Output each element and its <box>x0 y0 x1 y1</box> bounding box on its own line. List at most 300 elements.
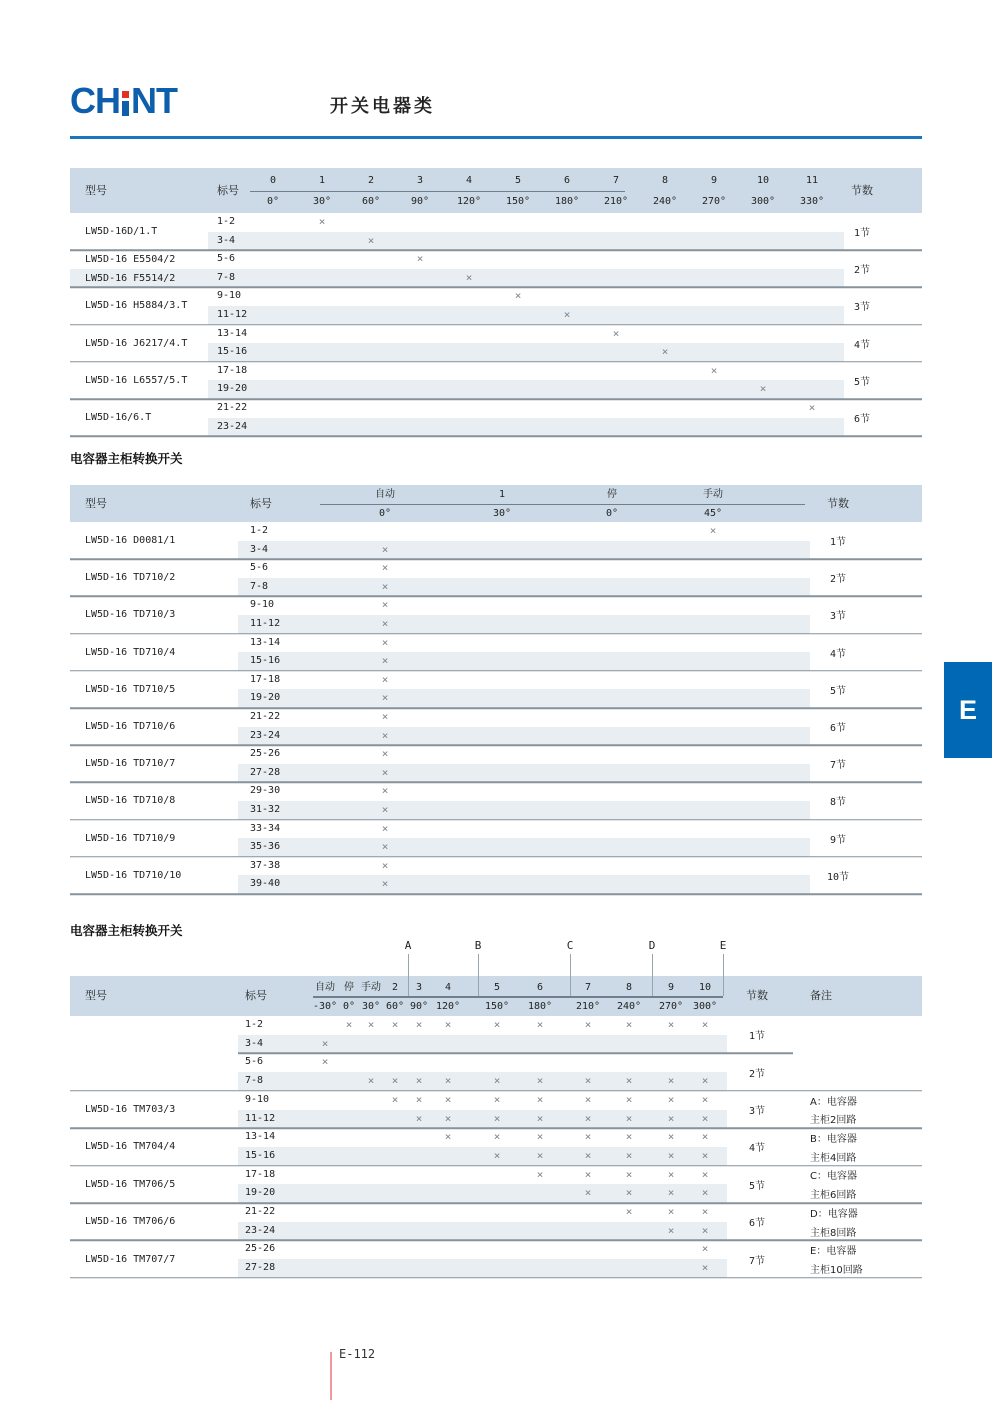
contact-mark: × <box>625 1148 633 1162</box>
row-stripe <box>208 343 844 362</box>
group-separator <box>70 1277 922 1279</box>
table-row <box>70 399 922 418</box>
contact-mark: × <box>701 1148 709 1162</box>
table-row <box>70 325 922 344</box>
column-header-position: 6 <box>536 982 544 993</box>
column-header-angle: -30° <box>312 1001 338 1012</box>
column-header-angle: 120° <box>456 196 482 207</box>
contact-mark: × <box>381 765 389 779</box>
sections-cell: 1节 <box>853 228 871 240</box>
terminal-label: 11-12 <box>250 618 281 629</box>
contact-mark: × <box>444 1111 452 1125</box>
remark-cell: 主柜2回路 <box>810 1115 857 1127</box>
column-header-label: 标号 <box>245 989 267 1002</box>
circuit-marker-line <box>478 954 479 996</box>
contact-mark: × <box>808 401 816 414</box>
contact-mark: × <box>381 821 389 835</box>
contact-mark: × <box>381 598 389 612</box>
table-row <box>70 671 922 690</box>
column-header-position: 自动 <box>375 489 395 500</box>
contact-mark: × <box>667 1111 675 1125</box>
column-header-angle: 60° <box>385 1001 405 1012</box>
table-row <box>70 652 922 671</box>
group-separator <box>70 435 922 437</box>
contact-mark: × <box>701 1261 709 1275</box>
terminal-label: 29-30 <box>250 785 281 797</box>
contact-mark: × <box>444 1092 452 1106</box>
sections-cell: 8节 <box>829 797 847 809</box>
sections-cell: 3节 <box>748 1105 766 1117</box>
terminal-label: 19-20 <box>250 692 281 704</box>
column-header-position: 11 <box>805 175 819 186</box>
terminal-label: 33-34 <box>250 822 281 834</box>
circuit-marker-letter: E <box>719 939 727 952</box>
remark-cell: 主柜8回路 <box>810 1227 857 1239</box>
column-header-angle: 60° <box>361 196 381 207</box>
footer-accent-line <box>330 1352 332 1400</box>
sections-cell: 5节 <box>748 1180 766 1192</box>
table-row <box>70 875 922 894</box>
contact-mark: × <box>381 691 389 705</box>
contact-mark: × <box>381 710 389 723</box>
contact-mark: × <box>321 1055 329 1069</box>
contact-mark: × <box>415 1074 423 1088</box>
terminal-label: 13-14 <box>250 636 281 648</box>
sections-cell: 6节 <box>748 1218 766 1230</box>
column-header-position: 2 <box>391 982 399 993</box>
contact-mark: × <box>701 1223 709 1237</box>
model-cell: LW5D-16 TD710/2 <box>85 572 176 584</box>
column-header-position: 停 <box>344 982 354 993</box>
table-row <box>70 727 922 746</box>
contact-mark: × <box>381 728 389 742</box>
table-row <box>70 820 922 839</box>
sections-cell: 7节 <box>829 760 847 772</box>
row-stripe <box>208 380 844 399</box>
contact-mark: × <box>625 1205 633 1218</box>
row-stripe <box>238 838 810 857</box>
model-cell: LW5D-16 TD710/7 <box>85 758 176 770</box>
row-stripe <box>238 578 810 597</box>
column-header-position: 1 <box>318 175 326 186</box>
terminal-label: 23-24 <box>245 1224 276 1236</box>
row-stripe <box>238 801 810 820</box>
contact-mark: × <box>584 1111 592 1125</box>
remark-cell: 主柜6回路 <box>810 1190 857 1202</box>
contact-mark: × <box>381 858 389 872</box>
table-row <box>70 232 922 251</box>
column-header-position: 手动 <box>703 489 723 500</box>
contact-mark: × <box>381 579 389 593</box>
contact-mark: × <box>667 1130 675 1144</box>
terminal-label: 15-16 <box>245 1149 276 1161</box>
contact-mark: × <box>444 1130 452 1144</box>
contact-mark: × <box>493 1148 501 1162</box>
model-cell: LW5D-16 TD710/9 <box>85 832 176 844</box>
row-stripe <box>238 764 810 783</box>
circuit-marker-line <box>570 954 571 996</box>
table-row <box>70 801 922 820</box>
sections-cell: 6节 <box>853 414 871 426</box>
contact-mark: × <box>667 1186 675 1200</box>
sections-cell: 5节 <box>829 685 847 697</box>
column-header-sections: 节数 <box>827 497 849 510</box>
contact-mark: × <box>667 1205 675 1218</box>
sections-cell: 1节 <box>829 537 847 549</box>
row-stripe <box>70 269 844 288</box>
contact-mark: × <box>381 654 389 668</box>
table-row <box>70 1016 922 1035</box>
contact-mark: × <box>536 1018 544 1031</box>
circuit-marker-letter: B <box>474 939 482 952</box>
row-stripe <box>208 306 844 325</box>
column-header-position: 0 <box>269 175 277 186</box>
terminal-label: 15-16 <box>217 346 248 358</box>
circuit-marker-letter: A <box>404 939 412 952</box>
contact-mark: × <box>625 1130 633 1144</box>
column-header-angle: 30° <box>361 1001 381 1012</box>
column-header-position: 10 <box>756 175 770 186</box>
sections-cell: 3节 <box>829 611 847 623</box>
contact-mark: × <box>444 1074 452 1088</box>
column-header-angle: 270° <box>658 1001 684 1012</box>
header-rule <box>320 504 805 506</box>
model-cell: LW5D-16 H5884/3.T <box>85 300 188 312</box>
contact-mark: × <box>493 1018 501 1031</box>
sections-cell: 4节 <box>748 1143 766 1155</box>
row-stripe <box>238 541 810 560</box>
sections-cell: 5节 <box>853 376 871 388</box>
contact-mark: × <box>381 561 389 575</box>
contact-mark: × <box>415 1018 423 1031</box>
table-row <box>70 1203 922 1222</box>
model-cell: LW5D-16 J6217/4.T <box>85 337 188 349</box>
row-stripe <box>238 689 810 708</box>
contact-mark: × <box>381 803 389 816</box>
column-header-model: 型号 <box>85 497 107 510</box>
table-row <box>70 1147 922 1166</box>
column-header-model: 型号 <box>85 184 107 197</box>
contact-mark: × <box>367 233 375 247</box>
sections-cell: 4节 <box>829 648 847 660</box>
model-cell: LW5D-16 TD710/8 <box>85 795 176 807</box>
terminal-label: 31-32 <box>250 804 281 815</box>
model-cell: LW5D-16 TM706/6 <box>85 1216 176 1228</box>
contact-mark: × <box>667 1223 675 1237</box>
group-separator <box>70 893 922 895</box>
terminal-label: 27-28 <box>250 766 281 778</box>
circuit-marker-letter: C <box>566 939 574 952</box>
sections-cell: 9节 <box>829 834 847 846</box>
model-cell: LW5D-16 TD710/4 <box>85 646 176 658</box>
column-header-position: 9 <box>667 982 675 993</box>
model-cell: LW5D-16 D0081/1 <box>85 535 176 547</box>
sections-cell: 2节 <box>829 574 847 586</box>
terminal-label: 21-22 <box>245 1206 276 1217</box>
terminal-label: 5-6 <box>250 562 269 574</box>
model-cell: LW5D-16 TM706/5 <box>85 1178 176 1190</box>
contact-mark: × <box>381 635 389 649</box>
sections-cell: 2节 <box>853 265 871 277</box>
terminal-label: 23-24 <box>250 729 281 741</box>
table-row <box>70 596 922 615</box>
column-header-position: 自动 <box>315 982 335 993</box>
terminal-label: 39-40 <box>250 878 281 890</box>
terminal-label: 25-26 <box>250 748 281 760</box>
contact-mark: × <box>381 617 389 630</box>
terminal-label: 21-22 <box>217 402 248 413</box>
contact-mark: × <box>625 1111 633 1125</box>
model-cell: LW5D-16D/1.T <box>85 226 158 238</box>
page-title: 开关电器类 <box>330 96 435 117</box>
model-cell: LW5D-16 TM707/7 <box>85 1253 176 1265</box>
contact-mark: × <box>612 326 620 340</box>
row-stripe <box>238 1184 727 1203</box>
table-row <box>70 689 922 708</box>
table-row <box>70 708 922 727</box>
contact-mark: × <box>584 1167 592 1181</box>
column-header-remark: 备注 <box>810 989 832 1002</box>
terminal-label: 3-4 <box>245 1037 264 1049</box>
column-header-angle: 30° <box>492 508 512 519</box>
column-header-sections: 节数 <box>746 989 768 1002</box>
terminal-label: 7-8 <box>245 1075 264 1087</box>
contact-mark: × <box>625 1018 633 1031</box>
column-header-position: 手动 <box>361 982 381 993</box>
terminal-label: 35-36 <box>250 841 281 853</box>
table-row <box>70 634 922 653</box>
contact-mark: × <box>536 1167 544 1181</box>
contact-mark: × <box>381 542 389 556</box>
row-stripe <box>238 727 810 746</box>
column-header-position: 5 <box>493 982 501 993</box>
circuit-marker-line <box>652 954 653 996</box>
table-row <box>70 745 922 764</box>
column-header-position: 7 <box>612 175 620 186</box>
contact-mark: × <box>318 215 326 228</box>
model-cell: LW5D-16 TD710/5 <box>85 683 176 695</box>
column-header-angle: 150° <box>505 196 531 207</box>
row-stripe <box>208 418 844 437</box>
contact-mark: × <box>625 1186 633 1200</box>
contact-mark: × <box>701 1111 709 1125</box>
column-header-position: 8 <box>661 175 669 186</box>
column-header-position: 3 <box>415 982 423 993</box>
table-row <box>70 1110 922 1129</box>
table-row <box>70 541 922 560</box>
terminal-label: 5-6 <box>245 1056 264 1068</box>
column-header-angle: 30° <box>312 196 332 207</box>
sections-cell: 10节 <box>826 871 850 883</box>
terminal-label: 19-20 <box>217 383 248 395</box>
table-row <box>70 857 922 876</box>
column-header-position: 3 <box>416 175 424 186</box>
terminal-label: 25-26 <box>245 1243 276 1255</box>
column-header-angle: 0° <box>266 196 280 207</box>
table-row <box>70 838 922 857</box>
model-cell: LW5D-16 TD710/10 <box>85 869 182 881</box>
table-row <box>70 1259 922 1278</box>
contact-mark: × <box>514 289 522 303</box>
page-number: E-112 <box>339 1347 376 1361</box>
terminal-label: 7-8 <box>217 271 236 283</box>
table-row <box>70 1072 922 1091</box>
model-cell: LW5D-16 E5504/2 <box>85 253 176 265</box>
header-divider <box>70 136 922 139</box>
contact-mark: × <box>584 1186 592 1200</box>
column-header-position: 4 <box>465 175 473 186</box>
column-header-position: 7 <box>584 982 592 993</box>
column-header-angle: 120° <box>435 1001 461 1012</box>
table-row <box>70 269 922 288</box>
remark-cell: 主柜10回路 <box>810 1264 863 1276</box>
row-stripe <box>238 1072 727 1091</box>
contact-mark: × <box>381 877 389 891</box>
table-row <box>70 287 922 306</box>
remark-cell: C：电容器 <box>810 1171 857 1183</box>
circuit-marker-line <box>723 954 724 996</box>
column-header-angle: 210° <box>575 1001 601 1012</box>
table-row <box>70 1091 922 1110</box>
column-header-angle: 0° <box>605 508 619 519</box>
contact-mark: × <box>667 1148 675 1162</box>
contact-mark: × <box>321 1036 329 1050</box>
terminal-label: 3-4 <box>250 543 269 555</box>
table-row <box>70 1166 922 1185</box>
contact-mark: × <box>444 1018 452 1031</box>
sections-cell: 2节 <box>748 1068 766 1080</box>
logo-text-left: CH <box>70 80 120 121</box>
terminal-label: 23-24 <box>217 420 248 432</box>
capacitor-cabinet-switch-table <box>70 485 922 896</box>
sections-cell: 6节 <box>829 723 847 735</box>
terminal-label: 7-8 <box>250 580 269 592</box>
contact-mark: × <box>584 1130 592 1144</box>
section-title-capacitor-switch-2: 电容器主柜转换开关 <box>70 923 183 938</box>
row-stripe <box>238 875 810 894</box>
terminal-label: 13-14 <box>217 327 248 339</box>
terminal-label: 1-2 <box>217 216 236 227</box>
contact-mark: × <box>584 1092 592 1106</box>
table-row <box>70 418 922 437</box>
terminal-label: 27-28 <box>245 1262 276 1274</box>
terminal-label: 11-12 <box>245 1112 276 1124</box>
contact-mark: × <box>391 1092 399 1106</box>
terminal-label: 37-38 <box>250 859 281 871</box>
contact-mark: × <box>536 1111 544 1125</box>
contact-mark: × <box>493 1092 501 1106</box>
contact-mark: × <box>709 524 717 537</box>
column-header-label: 标号 <box>250 497 272 510</box>
table-row <box>70 782 922 801</box>
sections-cell: 1节 <box>748 1031 766 1043</box>
column-header-position: 2 <box>367 175 375 186</box>
terminal-label: 3-4 <box>217 234 236 246</box>
column-header-label: 标号 <box>217 184 239 197</box>
sections-cell: 4节 <box>853 339 871 351</box>
model-cell: LW5D-16 TM703/3 <box>85 1103 176 1115</box>
column-header-angle: 180° <box>527 1001 553 1012</box>
table-row <box>70 380 922 399</box>
logo-i-dot-icon <box>120 82 131 118</box>
contact-mark: × <box>367 1018 375 1031</box>
model-cell: LW5D-16 L6557/5.T <box>85 374 188 386</box>
sections-cell: 7节 <box>748 1255 766 1267</box>
row-stripe <box>238 652 810 671</box>
column-header-position: 停 <box>607 489 617 500</box>
contact-mark: × <box>381 747 389 761</box>
terminal-label: 19-20 <box>245 1187 276 1199</box>
contact-mark: × <box>367 1074 375 1088</box>
contact-mark: × <box>391 1018 399 1031</box>
remark-cell: A：电容器 <box>810 1096 857 1108</box>
column-header-position: 1 <box>498 489 506 500</box>
column-header-position: 5 <box>514 175 522 186</box>
contact-mark: × <box>345 1018 353 1031</box>
column-header-sections: 节数 <box>851 184 873 197</box>
remark-cell: E：电容器 <box>810 1246 857 1258</box>
column-header-position: 6 <box>563 175 571 186</box>
terminal-label: 9-10 <box>245 1093 270 1105</box>
table-row <box>70 250 922 269</box>
logo-text-right: NT <box>131 80 177 121</box>
table-row <box>70 522 922 541</box>
contact-mark: × <box>625 1074 633 1088</box>
row-stripe <box>208 232 844 251</box>
column-header-angle: 0° <box>342 1001 356 1012</box>
column-header-position: 8 <box>625 982 633 993</box>
table-row <box>70 1035 922 1054</box>
rotary-switch-position-table <box>70 168 922 438</box>
row-stripe <box>238 1110 727 1129</box>
sections-cell: 3节 <box>853 302 871 314</box>
contact-mark: × <box>381 672 389 686</box>
contact-mark: × <box>536 1130 544 1144</box>
contact-mark: × <box>667 1074 675 1088</box>
contact-mark: × <box>416 252 424 266</box>
contact-mark: × <box>493 1111 501 1125</box>
table-row <box>70 559 922 578</box>
contact-mark: × <box>493 1074 501 1088</box>
terminal-label: 17-18 <box>245 1168 276 1180</box>
remark-cell: D：电容器 <box>810 1208 858 1220</box>
contact-mark: × <box>667 1167 675 1181</box>
circuit-marker-letter: D <box>648 939 656 952</box>
contact-mark: × <box>701 1205 709 1218</box>
terminal-label: 17-18 <box>217 364 248 376</box>
table-row <box>70 1184 922 1203</box>
contact-mark: × <box>759 382 767 396</box>
table-row <box>70 1128 922 1147</box>
table-row <box>70 615 922 634</box>
contact-mark: × <box>493 1130 501 1144</box>
model-cell: LW5D-16 TD710/6 <box>85 721 176 733</box>
contact-mark: × <box>563 308 571 321</box>
row-stripe <box>238 1259 727 1278</box>
terminal-label: 1-2 <box>250 525 269 536</box>
terminal-label: 13-14 <box>245 1131 276 1143</box>
contact-mark: × <box>701 1242 709 1256</box>
contact-mark: × <box>710 363 718 377</box>
terminal-label: 9-10 <box>250 599 275 611</box>
contact-mark: × <box>381 840 389 854</box>
row-stripe <box>238 1147 727 1166</box>
contact-mark: × <box>701 1186 709 1200</box>
circuit-marker-line <box>408 954 409 996</box>
table-row <box>70 1222 922 1241</box>
terminal-label: 15-16 <box>250 655 281 667</box>
table-row <box>70 1240 922 1259</box>
